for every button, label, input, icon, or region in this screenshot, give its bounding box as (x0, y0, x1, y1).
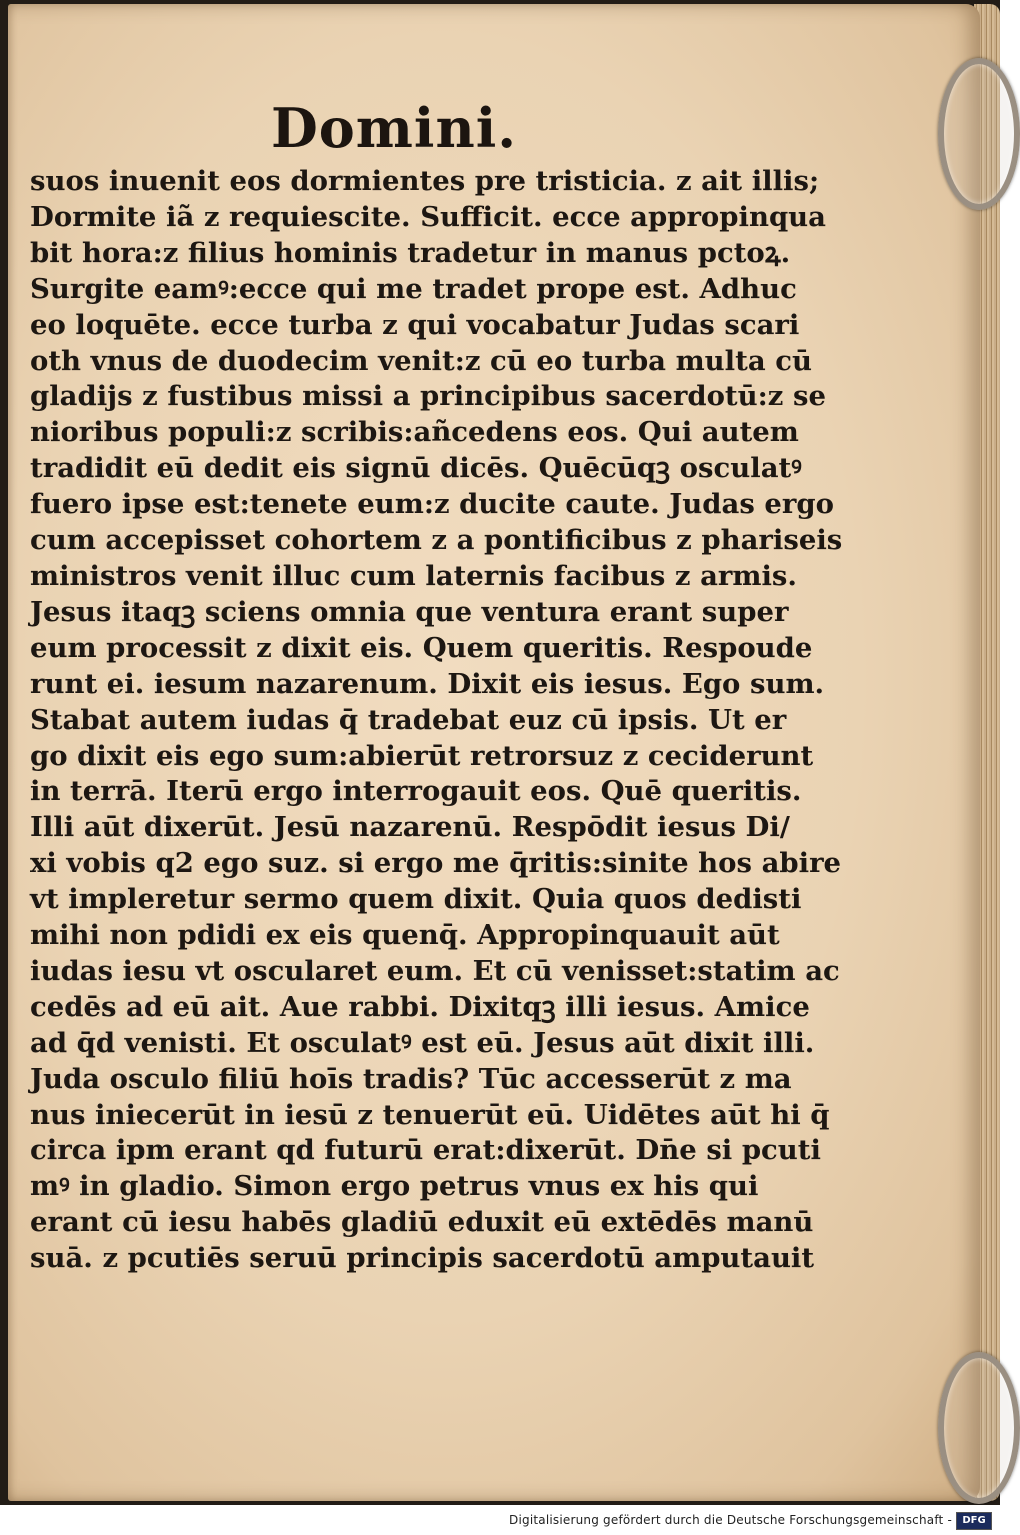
text-line: vt impleretur sermo quem dixit. Quia quos dedisti (30, 883, 802, 916)
text-line: ad q̄d venisti. Et osculatꝰ est eū. Jesus aūt dixit illi. (30, 1026, 815, 1059)
text-line: ministros venit illuc cum laternis facibus z armis. (30, 559, 797, 592)
text-line: nus iniecerūt in iesū z tenuerūt eū. Uidētes aūt hi q̄ (30, 1098, 830, 1131)
funding-credit: Digitalisierung gefördert durch die Deutsche Forschungsgemeinschaft - (509, 1513, 952, 1527)
text-line: iudas iesu vt oscularet eum. Et cū venisset:statim ac (30, 954, 840, 987)
text-line: go dixit eis ego sum:abierūt retrorsuz z ceciderunt (30, 739, 814, 772)
text-line: Surgite eamꝰ:ecce qui me tradet prope est. Adhuc (30, 272, 797, 305)
text-line: erant cū iesu habēs gladiū eduxit eū extēdēs manū (30, 1206, 814, 1239)
text-line: oth vnus de duodecim venit:z cū eo turba multa cū (30, 344, 812, 377)
text-line: mꝰ in gladio. Simon ergo petrus vnus ex his qui (30, 1170, 759, 1203)
text-line: runt ei. iesum nazarenum. Dixit eis iesus. Ego sum. (30, 667, 825, 700)
dfg-logo: DFG (956, 1512, 992, 1530)
text-line: bit hora:z filius hominis tradetur in manus pctoꝝ. (30, 236, 791, 269)
text-line: Dormite iã z requiescite. Sufficit. ecce appropinqua (30, 200, 826, 233)
text-line: eum processit z dixit eis. Quem queritis. Respoude (30, 631, 813, 664)
text-line: Jesus itaqꝫ sciens omnia que ventura erant super (30, 595, 789, 628)
footer (0, 1505, 1000, 1535)
running-head: Domini. (270, 96, 518, 160)
text-line: suā. z pcutiēs seruū principis sacerdotū amputauit (30, 1242, 815, 1275)
text-line: Stabat autem iudas q̄ tradebat euz cū ipsis. Ut er (30, 703, 787, 736)
text-line: xi vobis q2 ego suz. si ergo me q̄ritis:sinite hos abire (30, 847, 842, 880)
text-line: tradidit eū dedit eis signū dicēs. Quēcūqꝫ osculatꝰ (30, 452, 802, 485)
text-line: Illi aūt dixerūt. Jesū nazarenū. Respōdit iesus Di/ (30, 811, 790, 844)
text-line: circa ipm erant qd futurū erat:dixerūt. Dn̄e si pcuti (30, 1134, 821, 1167)
text-line: cedēs ad eū ait. Aue rabbi. Dixitqꝫ illi iesus. Amice (30, 990, 810, 1023)
text-line: cum accepisset cohortem z a pontificibus z phariseis (30, 524, 843, 557)
clasp-bottom (938, 1352, 1020, 1504)
book-page (8, 4, 980, 1501)
text-line: suos inuenit eos dormientes pre tristicia. z ait illis; (30, 165, 820, 197)
text-block (30, 164, 843, 1277)
text-line: mihi non pdidi ex eis quenq̄. Appropinquauit aūt (30, 919, 780, 952)
text-line: fuero ipse est:tenete eum:z ducite caute. Judas ergo (30, 488, 834, 521)
text-line: nioribus populi:z scribis:añcedens eos. Qui autem (30, 416, 799, 449)
text-line: gladijs z fustibus missi a principibus sacerdotū:z se (30, 380, 826, 413)
text-line: in terrā. Iterū ergo interrogauit eos. Quē queritis. (30, 775, 802, 808)
text-line: eo loquēte. ecce turba z qui vocabatur Judas scari (30, 308, 800, 341)
clasp-top (938, 58, 1020, 210)
text-line: Juda osculo filiū hoīs tradis? Tūc accesserūt z ma (30, 1062, 792, 1095)
